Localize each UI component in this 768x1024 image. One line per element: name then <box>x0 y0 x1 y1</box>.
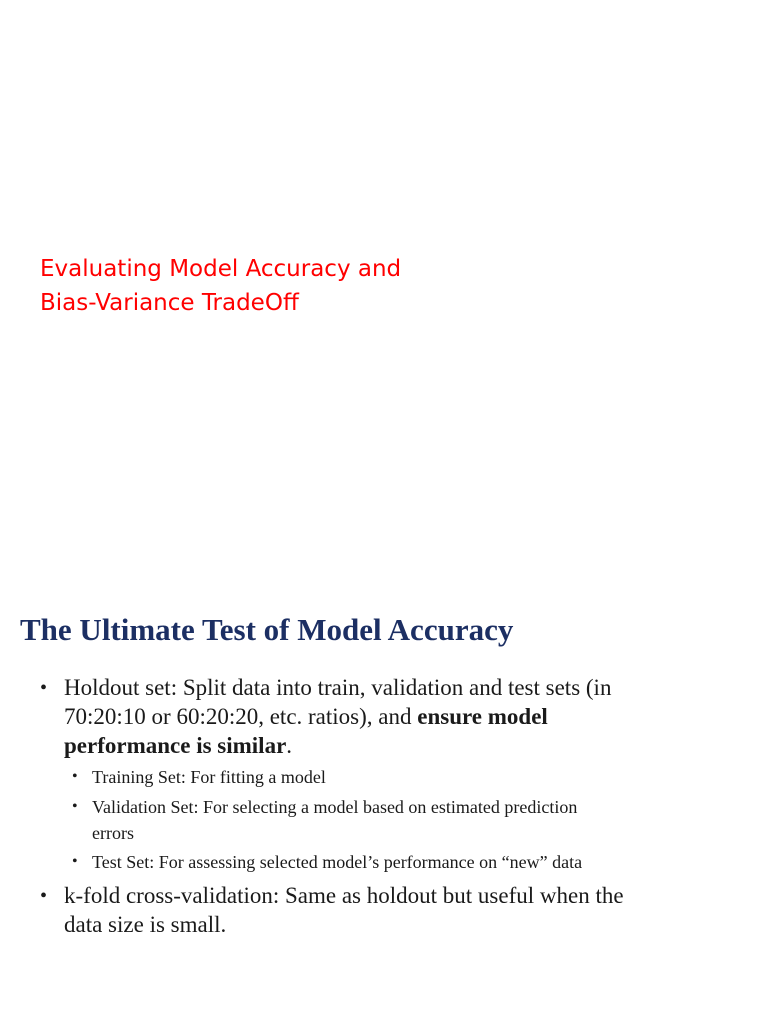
bullet-line-2 <box>64 702 611 731</box>
sub-bullet-line-1: Training Set: For fitting a model <box>92 767 326 787</box>
bullet-k-fold-cross-validation <box>40 881 624 939</box>
bullet-line-1: k-fold cross-validation: Same as holdout but useful when the <box>64 883 624 908</box>
bullet-text-plain: 70:20:10 or 60:20:20, etc. ratios), and <box>64 704 418 729</box>
slide-title-line-2: Bias-Variance TradeOff <box>40 290 299 316</box>
bullet-line-1: Holdout set: Split data into train, validation and test sets (in <box>64 675 612 700</box>
sub-bullet-training-set <box>72 764 326 790</box>
sub-bullet-line-1: Test Set: For assessing selected model’s performance on “new” data <box>92 852 583 872</box>
sub-bullet-test-set <box>72 849 582 875</box>
sub-bullet-validation-set <box>72 794 577 846</box>
sub-bullet-line-1: Validation Set: For selecting a model based on estimated prediction <box>92 797 578 817</box>
slide-title <box>40 252 640 320</box>
bullet-dot: • <box>40 885 48 907</box>
bullet-line-2: data size is small. <box>64 912 227 937</box>
sub-bullet-line-2: errors <box>92 823 134 843</box>
bullet-holdout-set <box>40 673 611 760</box>
bullet-dot: • <box>72 853 78 870</box>
bullet-dot: • <box>72 768 78 785</box>
bullet-text-bold: performance is similar <box>64 733 287 758</box>
slide-title-line-1: Evaluating Model Accuracy and <box>40 256 402 282</box>
section-heading: The Ultimate Test of Model Accuracy <box>20 612 514 647</box>
bullet-text-plain: . <box>286 733 293 758</box>
bullet-text-bold: ensure model <box>417 704 548 729</box>
bullet-line-3 <box>64 731 611 760</box>
bullet-dot: • <box>72 798 78 815</box>
bullet-dot: • <box>40 677 48 699</box>
